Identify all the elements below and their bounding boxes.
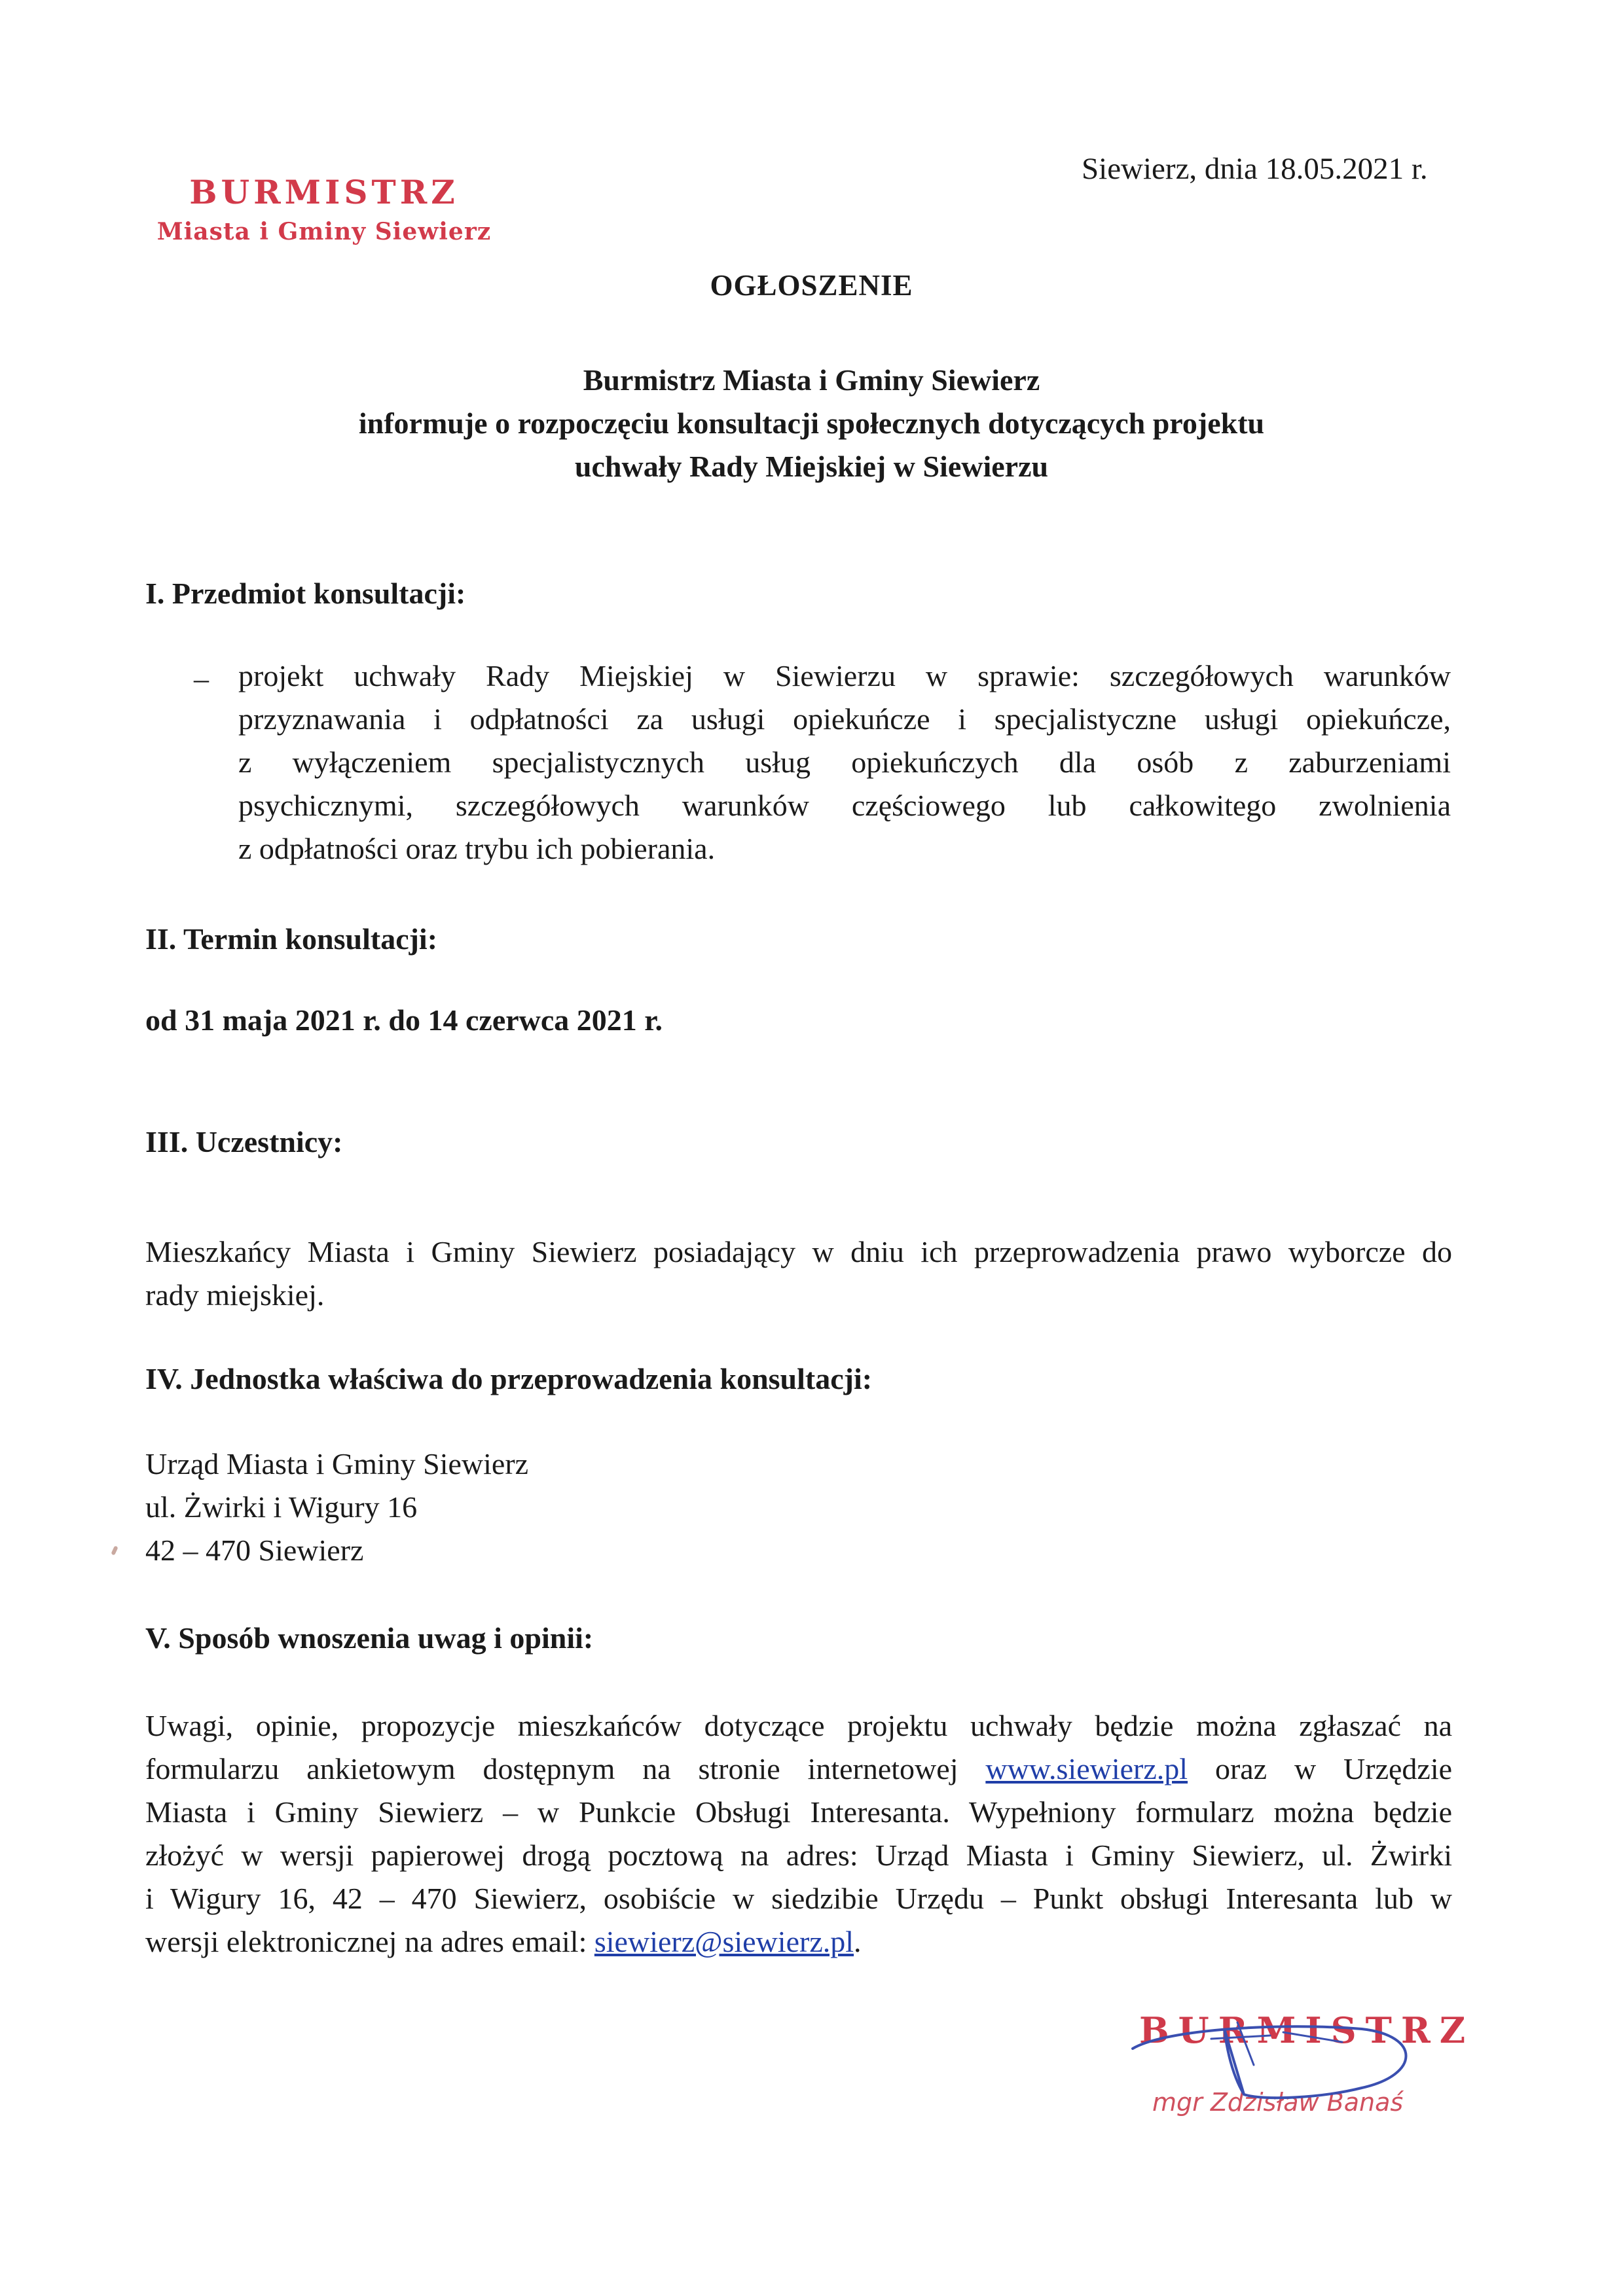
- email-link[interactable]: siewierz@siewierz.pl: [594, 1925, 854, 1958]
- paragraph-line: Mieszkańcy Miasta i Gminy Siewierz posiadający w dniu ich przeprowadzenia prawo wyborcze do: [145, 1235, 1452, 1268]
- paragraph-text: wersji elektronicznej na adres email:: [145, 1925, 587, 1958]
- scan-speck: [111, 1545, 118, 1555]
- paragraph-line-with-website: [145, 1748, 1452, 1791]
- signatory-name: mgr Zdzisław Banaś: [1152, 2088, 1404, 2117]
- document-date: Siewierz, dnia 18.05.2021 r.: [1082, 152, 1428, 186]
- website-link[interactable]: www.siewierz.pl: [985, 1752, 1188, 1785]
- paragraph-line: i Wigury 16, 42 – 470 Siewierz, osobiście w siedzibie Urzędu – Punkt obsługi Interesanta lub w: [145, 1882, 1452, 1915]
- section-2-title: II. Termin konsultacji:: [145, 922, 438, 956]
- section-3-paragraph: [145, 1230, 1452, 1317]
- paragraph-line: złożyć w wersji papierowej drogą pocztową na adres: Urząd Miasta i Gminy Siewierz, ul. Żwirki: [145, 1839, 1452, 1872]
- paragraph-line: psychicznymi, szczegółowych warunków częściowego lub całkowitego zwolnienia: [238, 789, 1451, 822]
- paragraph-line: przyznawania i odpłatności za usługi opiekuńcze i specjalistyczne usługi opiekuńcze,: [238, 702, 1451, 736]
- address-line-street: ul. Żwirki i Wigury 16: [145, 1490, 418, 1524]
- paragraph-line: projekt uchwały Rady Miejskiej w Siewierzu w sprawie: szczegółowych warunków: [238, 659, 1451, 692]
- consultation-period: od 31 maja 2021 r. do 14 czerwca 2021 r.: [145, 1003, 663, 1037]
- paragraph-line: z odpłatności oraz trybu ich pobierania.: [238, 832, 716, 865]
- heading-line-3: uchwały Rady Miejskiej w Siewierzu: [574, 450, 1049, 483]
- section-1-paragraph: [238, 655, 1451, 870]
- address-line-postcode: 42 – 470 Siewierz: [145, 1534, 364, 1567]
- section-5-title: V. Sposób wnoszenia uwag i opinii:: [145, 1621, 594, 1655]
- list-dash: –: [194, 662, 209, 695]
- paragraph-line: Miasta i Gminy Siewierz – w Punkcie Obsługi Interesanta. Wypełniony formularz można będzie: [145, 1795, 1452, 1829]
- stamp-title: BURMISTRZ: [189, 173, 459, 211]
- heading-line-2: informuje o rozpoczęciu konsultacji społecznych dotyczących projektu: [358, 406, 1265, 440]
- section-1-title: I. Przedmiot konsultacji:: [145, 577, 466, 610]
- stamp-title: BURMISTRZ: [1139, 2009, 1475, 2051]
- paragraph-line-with-email: [145, 1920, 1452, 1964]
- heading-line-1: Burmistrz Miasta i Gminy Siewierz: [583, 363, 1040, 397]
- paragraph-line: rady miejskiej.: [145, 1278, 325, 1312]
- stamp-subtitle: Miasta i Gminy Siewierz: [156, 218, 492, 245]
- paragraph-line: z wyłączeniem specjalistycznych usług opiekuńczych dla osób z zaburzeniami: [238, 745, 1451, 779]
- announcement-title: OGŁOSZENIE: [710, 269, 913, 302]
- office-stamp-top: [147, 171, 501, 250]
- paragraph-text: .: [854, 1925, 862, 1958]
- handwritten-signature-icon: [1113, 2003, 1467, 2147]
- signature-stamp: [1113, 2003, 1475, 2147]
- section-4-title: IV. Jednostka właściwa do przeprowadzenia konsultacji:: [145, 1362, 873, 1395]
- section-5-paragraph: [145, 1704, 1452, 1964]
- address-line-office: Urząd Miasta i Gminy Siewierz: [145, 1447, 529, 1480]
- paragraph-line: Uwagi, opinie, propozycje mieszkańców dotyczące projektu uchwały będzie można zgłaszać na: [145, 1709, 1452, 1742]
- paragraph-text: oraz w Urzędzie: [1214, 1752, 1453, 1785]
- announcement-heading: [0, 359, 1623, 488]
- section-3-title: III. Uczestnicy:: [145, 1125, 343, 1158]
- paragraph-text: formularzu ankietowym dostępnym na stronie internetowej: [145, 1752, 958, 1785]
